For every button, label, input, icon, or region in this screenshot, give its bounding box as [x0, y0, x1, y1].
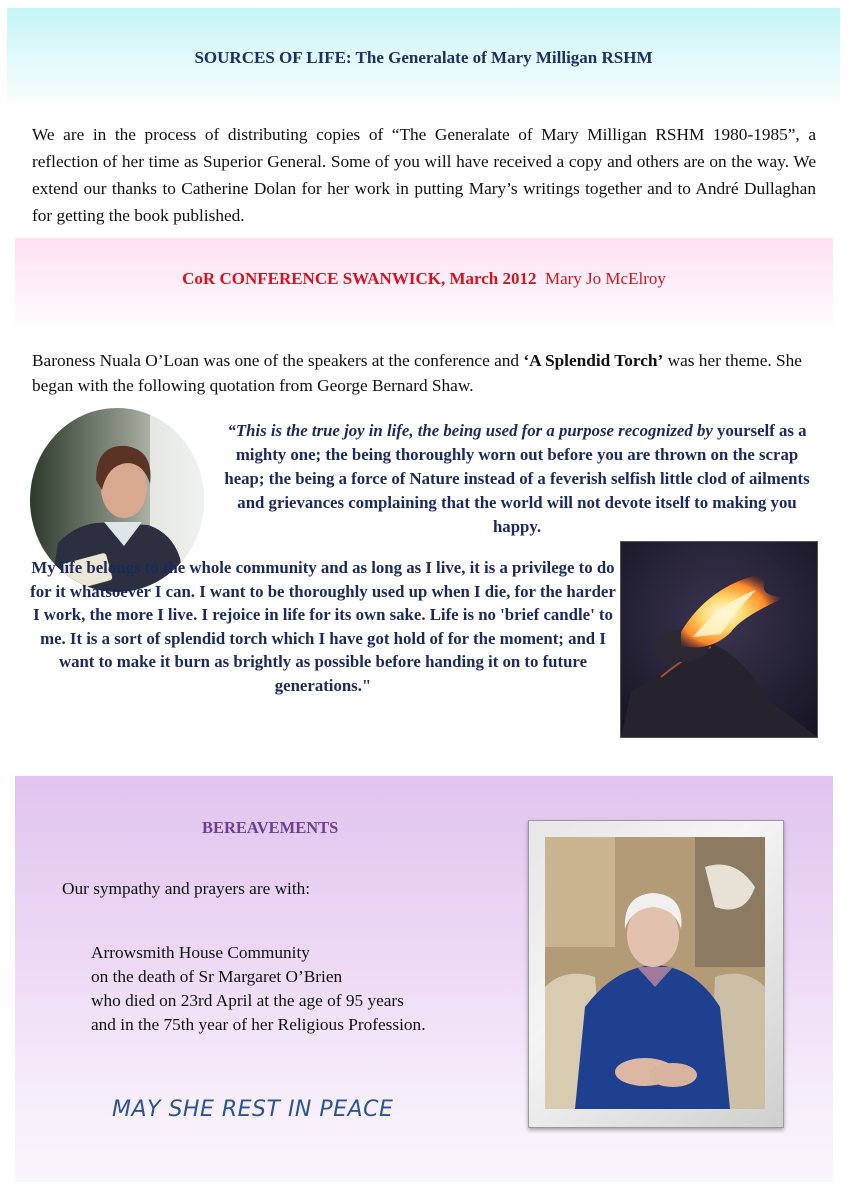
memorial-photo-image [545, 837, 765, 1109]
memorial-photo-frame [528, 820, 784, 1128]
shaw-quote-continued: yourself as a mighty one; the being thoroughly worn out before you are thrown on the scrap heap; the being a force of Nature instead of a feverish selfish little clod of ailments and grievances complaining that the world will not devote itself to making you happy. [224, 421, 810, 536]
notice-line: who died on 23rd April at the age of 95 years [91, 991, 404, 1010]
bereavement-notice [91, 941, 426, 1037]
shaw-quote-part1 [216, 419, 818, 539]
conference-author: Mary Jo McElroy [544, 269, 666, 288]
notice-line: Arrowsmith House Community [91, 943, 310, 962]
sources-title: SOURCES OF LIFE: The Generalate of Mary Milligan RSHM [194, 48, 653, 67]
torch-flame-graphic [621, 542, 817, 737]
conference-banner [15, 238, 833, 328]
notice-line: and in the 75th year of her Religious Profession. [91, 1015, 426, 1034]
notice-line: on the death of Sr Margaret O’Brien [91, 967, 343, 986]
memorial-photo [545, 837, 765, 1109]
bereavements-title: BEREAVEMENTS [202, 818, 339, 837]
shaw-quote-part2: My life belongs to the whole community and as long as I live, it is a privilege to do for it whatsoever I can. I want to be thoroughly used up when I die, for the harder I work, the more I live. I rejoice in life for its own sake. Life is no 'brief candle' to me. It is a sort of splendid torch which I have got hold of for the moment; and I want to make it burn as brightly as possible before handing it on to future generations." [30, 558, 616, 695]
intro-theme: ‘A Splendid Torch’ [523, 351, 664, 370]
sources-banner [7, 8, 840, 102]
torch-flame-image [620, 541, 818, 738]
sympathy-line: Our sympathy and prayers are with: [62, 879, 311, 898]
conference-title [15, 269, 833, 289]
conference-intro [32, 348, 816, 398]
rip-message: MAY SHE REST IN PEACE [112, 1097, 394, 1122]
conference-title-bold: CoR CONFERENCE SWANWICK, March 2012 [182, 269, 537, 288]
sources-paragraph: We are in the process of distributing copies of “The Generalate of Mary Milligan RSHM 1980-1985”, a reflection of her time as Superior General. Some of you will have received a copy and others are on the way. We extend our thanks to Catherine Dolan for her work in putting Mary’s writings together and to André Dullaghan for getting the book published. [32, 125, 816, 225]
intro-text-after: was her theme. She began with the following quotation from George Bernard Shaw. [32, 351, 802, 395]
shaw-quote-italic: “This is the true joy in life, the being used for a purpose recognized by [227, 421, 713, 440]
intro-text-before: Baroness Nuala O’Loan was one of the speakers at the conference and [32, 351, 524, 370]
